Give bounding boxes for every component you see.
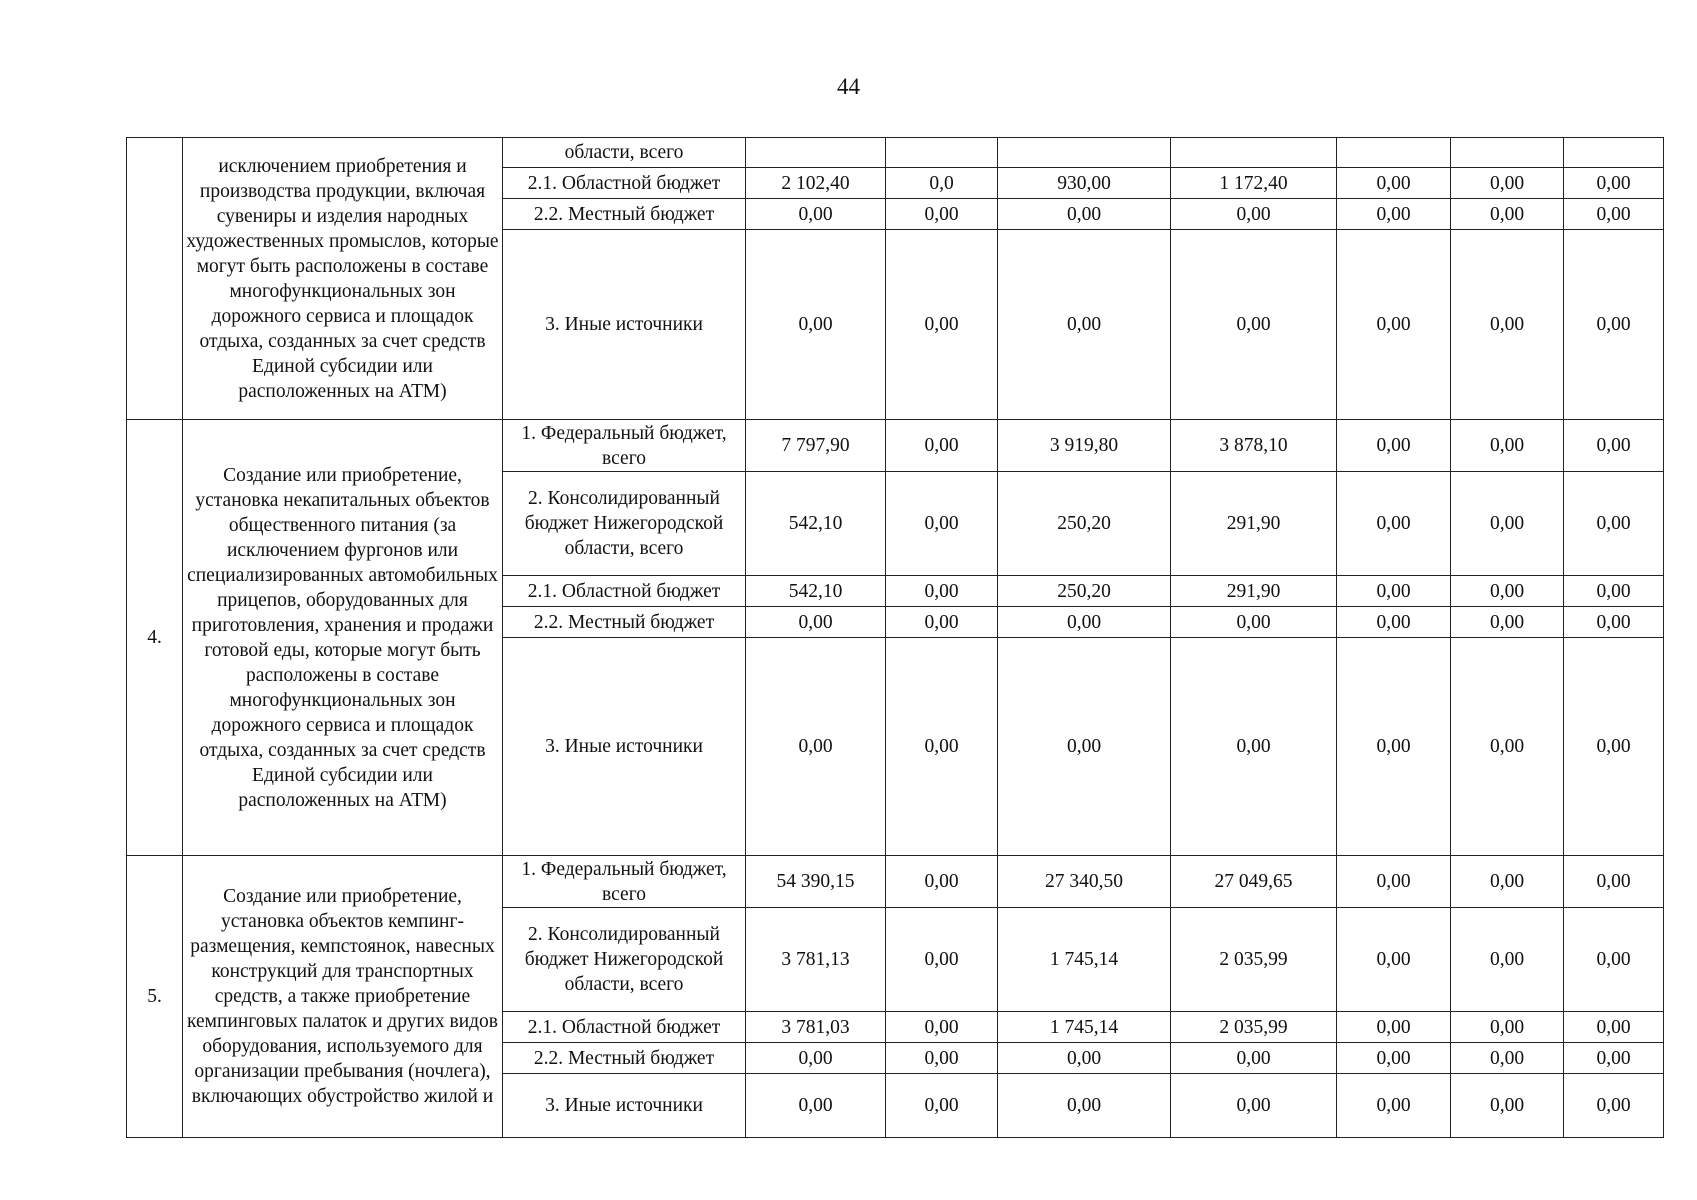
value-cell: 0,00 bbox=[1564, 472, 1664, 576]
value-cell bbox=[746, 138, 886, 168]
value-cell: 0,00 bbox=[1564, 199, 1664, 230]
funding-source-cell: 2.2. Местный бюджет bbox=[503, 1043, 746, 1074]
value-cell bbox=[886, 138, 998, 168]
value-cell: 0,00 bbox=[1451, 420, 1564, 472]
value-cell bbox=[1171, 138, 1337, 168]
value-cell: 7 797,90 bbox=[746, 420, 886, 472]
value-cell: 0,00 bbox=[1451, 199, 1564, 230]
value-cell: 0,00 bbox=[998, 1074, 1171, 1138]
value-cell: 3 919,80 bbox=[998, 420, 1171, 472]
value-cell: 27 340,50 bbox=[998, 856, 1171, 908]
value-cell: 0,00 bbox=[746, 1043, 886, 1074]
funding-source-cell: 1. Федеральный бюджет, всего bbox=[503, 420, 746, 472]
item-description-cell: исключением приобретения и производства продукции, включая сувениры и изделия народных художественных промыслов, которые могут быть расположены в составе многофункциональных зон дорожного сервиса и площадок отдыха, созданных за счет средств Единой субсидии или расположенных на АТМ) bbox=[183, 138, 503, 420]
value-cell: 0,00 bbox=[1451, 1043, 1564, 1074]
value-cell: 0,00 bbox=[998, 1043, 1171, 1074]
value-cell: 0,00 bbox=[746, 638, 886, 856]
value-cell: 0,00 bbox=[1451, 908, 1564, 1012]
funding-source-cell: 3. Иные источники bbox=[503, 638, 746, 856]
funding-source-cell: 2.2. Местный бюджет bbox=[503, 199, 746, 230]
value-cell bbox=[1451, 138, 1564, 168]
value-cell: 0,00 bbox=[886, 1043, 998, 1074]
funding-source-cell: 2. Консолидированный бюджет Нижегородской области, всего bbox=[503, 908, 746, 1012]
value-cell: 250,20 bbox=[998, 576, 1171, 607]
value-cell: 27 049,65 bbox=[1171, 856, 1337, 908]
value-cell: 0,00 bbox=[1171, 638, 1337, 856]
value-cell: 0,00 bbox=[1337, 908, 1451, 1012]
funding-source-cell: 3. Иные источники bbox=[503, 230, 746, 420]
funding-source-cell: 2. Консолидированный бюджет Нижегородской области, всего bbox=[503, 472, 746, 576]
table-row bbox=[127, 420, 1664, 472]
value-cell: 0,00 bbox=[1451, 472, 1564, 576]
value-cell: 0,00 bbox=[886, 1012, 998, 1043]
item-description-cell: Создание или приобретение, установка некапитальных объектов общественного питания (за исключением фургонов или специализированных автомобильных прицепов, оборудованных для приготовления, хранения и продажи готовой еды, которые могут быть расположены в составе многофункциональных зон дорожного сервиса и площадок отдыха, созданных за счет средств Единой субсидии или расположенных на АТМ) bbox=[183, 420, 503, 856]
value-cell: 0,00 bbox=[1451, 638, 1564, 856]
value-cell: 0,00 bbox=[1564, 638, 1664, 856]
value-cell: 0,00 bbox=[886, 420, 998, 472]
value-cell: 250,20 bbox=[998, 472, 1171, 576]
value-cell bbox=[1564, 138, 1664, 168]
value-cell: 0,00 bbox=[1337, 199, 1451, 230]
value-cell: 0,00 bbox=[1171, 1043, 1337, 1074]
value-cell: 0,00 bbox=[1451, 1012, 1564, 1043]
table-row bbox=[127, 856, 1664, 908]
value-cell: 0,00 bbox=[1337, 638, 1451, 856]
value-cell: 0,00 bbox=[886, 638, 998, 856]
value-cell: 0,00 bbox=[746, 230, 886, 420]
value-cell bbox=[998, 138, 1171, 168]
value-cell: 3 781,03 bbox=[746, 1012, 886, 1043]
value-cell: 0,00 bbox=[1564, 420, 1664, 472]
value-cell: 0,00 bbox=[1564, 908, 1664, 1012]
value-cell: 1 745,14 bbox=[998, 1012, 1171, 1043]
value-cell: 0,00 bbox=[998, 607, 1171, 638]
value-cell: 0,00 bbox=[886, 199, 998, 230]
value-cell: 0,00 bbox=[1337, 1043, 1451, 1074]
value-cell: 0,0 bbox=[886, 168, 998, 199]
value-cell: 0,00 bbox=[1337, 420, 1451, 472]
value-cell: 0,00 bbox=[746, 1074, 886, 1138]
funding-source-cell: 2.2. Местный бюджет bbox=[503, 607, 746, 638]
value-cell: 0,00 bbox=[1171, 1074, 1337, 1138]
value-cell: 0,00 bbox=[1171, 230, 1337, 420]
value-cell: 0,00 bbox=[746, 199, 886, 230]
value-cell: 930,00 bbox=[998, 168, 1171, 199]
value-cell: 0,00 bbox=[1564, 576, 1664, 607]
value-cell: 1 172,40 bbox=[1171, 168, 1337, 199]
value-cell: 0,00 bbox=[746, 607, 886, 638]
value-cell: 1 745,14 bbox=[998, 908, 1171, 1012]
value-cell bbox=[1337, 138, 1451, 168]
funding-source-cell: 1. Федеральный бюджет, всего bbox=[503, 856, 746, 908]
value-cell: 0,00 bbox=[998, 638, 1171, 856]
value-cell: 0,00 bbox=[998, 230, 1171, 420]
budget-table bbox=[126, 137, 1664, 1138]
value-cell: 3 781,13 bbox=[746, 908, 886, 1012]
funding-source-cell: 3. Иные источники bbox=[503, 1074, 746, 1138]
value-cell: 0,00 bbox=[1564, 168, 1664, 199]
value-cell: 2 102,40 bbox=[746, 168, 886, 199]
value-cell: 542,10 bbox=[746, 472, 886, 576]
funding-source-cell: 2.1. Областной бюджет bbox=[503, 1012, 746, 1043]
value-cell: 0,00 bbox=[1564, 230, 1664, 420]
funding-source-cell: области, всего bbox=[503, 138, 746, 168]
value-cell: 0,00 bbox=[1564, 607, 1664, 638]
value-cell: 0,00 bbox=[1337, 1012, 1451, 1043]
value-cell: 0,00 bbox=[1451, 576, 1564, 607]
value-cell: 0,00 bbox=[886, 856, 998, 908]
value-cell: 0,00 bbox=[1451, 1074, 1564, 1138]
value-cell: 0,00 bbox=[1337, 576, 1451, 607]
budget-table-body bbox=[127, 138, 1664, 1138]
value-cell: 0,00 bbox=[1564, 1043, 1664, 1074]
value-cell: 0,00 bbox=[1564, 1012, 1664, 1043]
value-cell: 0,00 bbox=[1451, 168, 1564, 199]
item-number-cell bbox=[127, 138, 183, 420]
value-cell: 0,00 bbox=[1451, 856, 1564, 908]
value-cell: 0,00 bbox=[1337, 472, 1451, 576]
value-cell: 0,00 bbox=[1564, 1074, 1664, 1138]
value-cell: 0,00 bbox=[886, 607, 998, 638]
value-cell: 2 035,99 bbox=[1171, 1012, 1337, 1043]
value-cell: 0,00 bbox=[1171, 199, 1337, 230]
value-cell: 0,00 bbox=[1337, 1074, 1451, 1138]
value-cell: 0,00 bbox=[886, 1074, 998, 1138]
table-row bbox=[127, 138, 1664, 168]
page-number: 44 bbox=[837, 74, 860, 99]
value-cell: 0,00 bbox=[1337, 607, 1451, 638]
value-cell: 0,00 bbox=[1337, 230, 1451, 420]
value-cell: 0,00 bbox=[886, 230, 998, 420]
value-cell: 0,00 bbox=[1337, 856, 1451, 908]
funding-source-cell: 2.1. Областной бюджет bbox=[503, 168, 746, 199]
value-cell: 0,00 bbox=[998, 199, 1171, 230]
value-cell: 0,00 bbox=[1564, 856, 1664, 908]
value-cell: 0,00 bbox=[886, 472, 998, 576]
value-cell: 0,00 bbox=[1171, 607, 1337, 638]
value-cell: 2 035,99 bbox=[1171, 908, 1337, 1012]
value-cell: 0,00 bbox=[1451, 607, 1564, 638]
value-cell: 3 878,10 bbox=[1171, 420, 1337, 472]
funding-source-cell: 2.1. Областной бюджет bbox=[503, 576, 746, 607]
value-cell: 291,90 bbox=[1171, 576, 1337, 607]
value-cell: 54 390,15 bbox=[746, 856, 886, 908]
item-number-cell: 4. bbox=[127, 420, 183, 856]
value-cell: 291,90 bbox=[1171, 472, 1337, 576]
value-cell: 0,00 bbox=[886, 576, 998, 607]
value-cell: 0,00 bbox=[886, 908, 998, 1012]
value-cell: 0,00 bbox=[1451, 230, 1564, 420]
value-cell: 0,00 bbox=[1337, 168, 1451, 199]
item-number-cell: 5. bbox=[127, 856, 183, 1138]
item-description-cell: Создание или приобретение, установка объектов кемпинг-размещения, кемпстоянок, навесных конструкций для транспортных средств, а также приобретение кемпинговых палаток и других видов оборудования, используемого для организации пребывания (ночлега), включающих обустройство жилой и bbox=[183, 856, 503, 1138]
value-cell: 542,10 bbox=[746, 576, 886, 607]
